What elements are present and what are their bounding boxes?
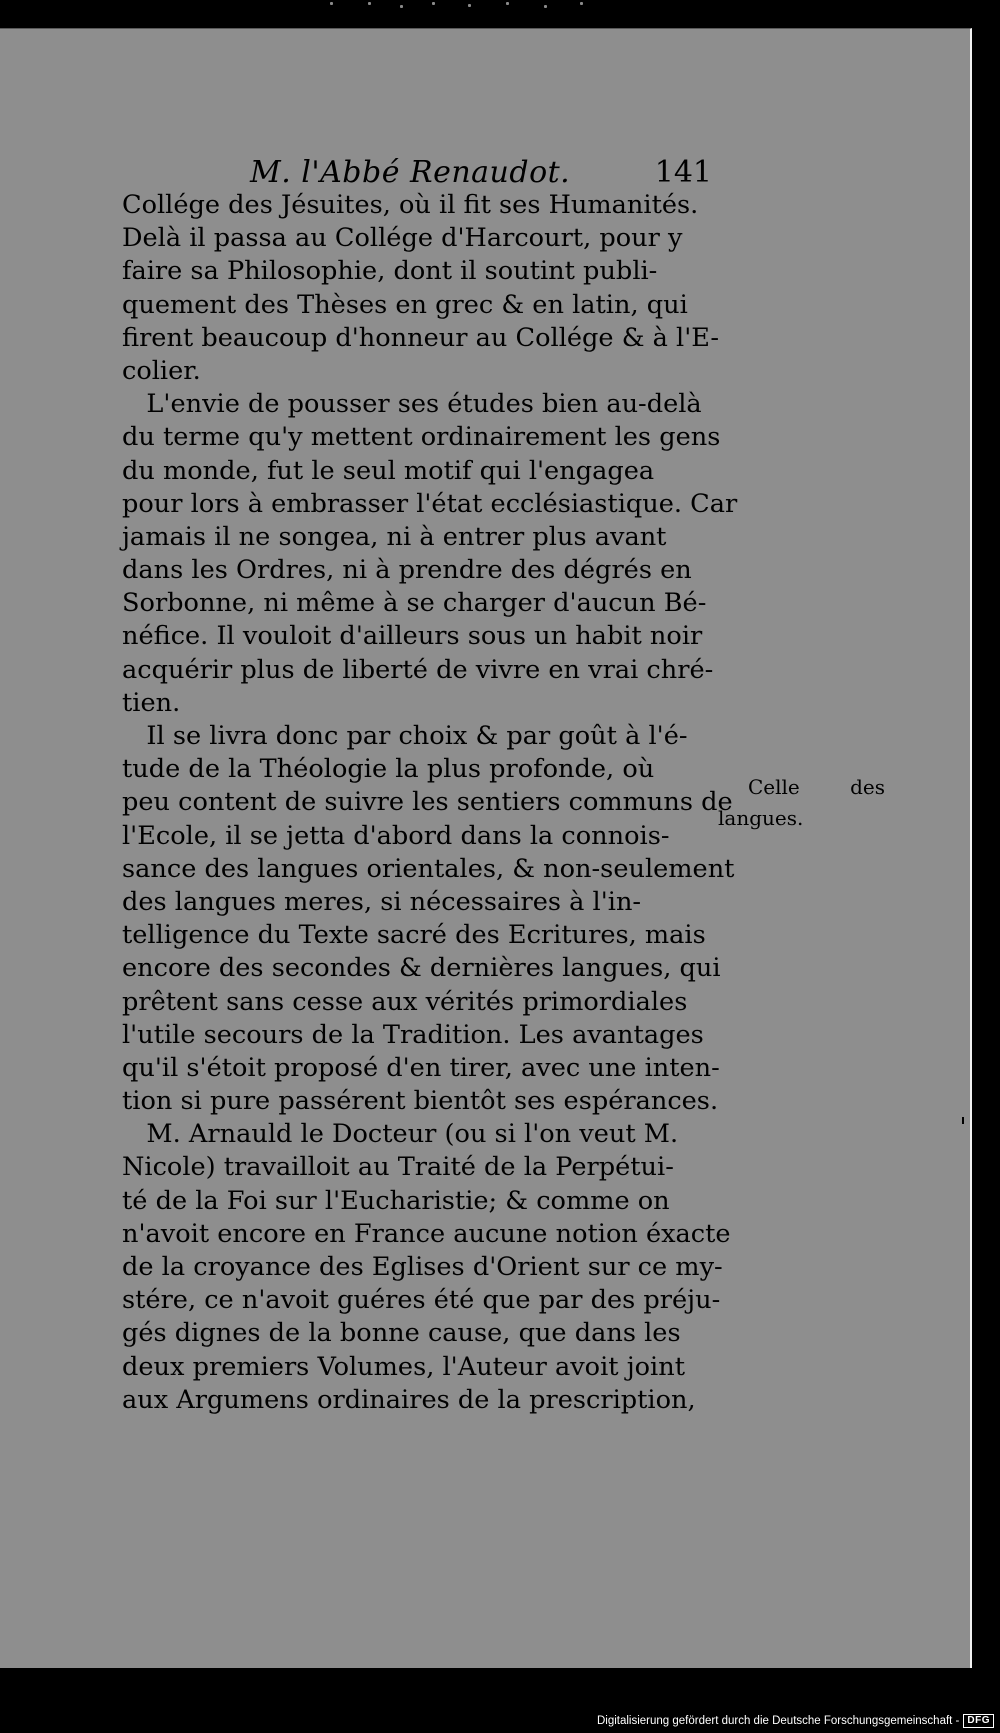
margin-note-line: langues. bbox=[718, 806, 804, 830]
book-page bbox=[0, 28, 972, 1668]
scan-edge-marks bbox=[330, 0, 590, 12]
text-line: de la croyance des Eglises d'Orient sur ce my- bbox=[122, 1252, 723, 1282]
text-line: quement des Thèses en grec & en latin, qui bbox=[122, 289, 688, 320]
text-line: l'Ecole, il se jetta d'abord dans la connois- bbox=[122, 820, 670, 851]
ink-speck bbox=[962, 1117, 964, 1124]
text-line: tion si pure passérent bientôt ses espérances. bbox=[122, 1086, 719, 1117]
text-line: qu'il s'étoit proposé d'en tirer, avec une inten- bbox=[122, 1052, 720, 1083]
text-line: Delà il passa au Collége d'Harcourt, pour y bbox=[122, 223, 683, 254]
text-line: M. Arnauld le Docteur (ou si l'on veut M. bbox=[122, 1119, 679, 1150]
text-line: pour lors à embrasser l'état ecclésiastique. Car bbox=[122, 488, 738, 519]
text-line: Collége des Jésuites, où il fit ses Humanités. bbox=[122, 190, 699, 220]
credit-text: Digitalisierung gefördert durch die Deutsche Forschungsgemeinschaft - bbox=[596, 1715, 960, 1727]
text-line: n'avoit encore en France aucune notion éxacte bbox=[122, 1218, 731, 1249]
text-line: firent beaucoup d'honneur au Collége & à l'E- bbox=[122, 322, 720, 353]
margin-note bbox=[718, 772, 886, 834]
text-line: encore des secondes & dernières langues, qui bbox=[122, 953, 721, 984]
text-line: acquérir plus de liberté de vivre en vrai chré- bbox=[122, 654, 714, 685]
text-line: néfice. Il vouloit d'ailleurs sous un habit noir bbox=[122, 621, 703, 652]
text-line: prêtent sans cesse aux vérités primordiales bbox=[122, 986, 688, 1017]
text-line: Il se livra donc par choix & par goût à l'é- bbox=[122, 721, 688, 751]
body-text bbox=[122, 189, 738, 1417]
text-line: colier. bbox=[122, 355, 201, 386]
text-line: tien. bbox=[122, 687, 181, 718]
text-line: Sorbonne, ni même à se charger d'aucun Bé- bbox=[122, 588, 707, 619]
text-line: du terme qu'y mettent ordinairement les gens bbox=[122, 422, 721, 453]
text-line: peu content de suivre les sentiers communs de bbox=[122, 787, 733, 818]
text-line: jamais il ne songea, ni à entrer plus avant bbox=[122, 521, 667, 552]
text-line: stére, ce n'avoit guéres été que par des préju- bbox=[122, 1285, 721, 1316]
text-line: des langues meres, si nécessaires à l'in- bbox=[122, 886, 642, 917]
text-line: faire sa Philosophie, dont il soutint publi- bbox=[122, 256, 658, 287]
text-line: Nicole) travailloit au Traité de la Perpétui- bbox=[122, 1152, 674, 1183]
text-line: té de la Foi sur l'Eucharistie; & comme on bbox=[122, 1185, 670, 1216]
text-line: telligence du Texte sacré des Ecritures, mais bbox=[122, 920, 706, 951]
digitization-credit bbox=[597, 1714, 994, 1728]
text-line: tude de la Théologie la plus profonde, où bbox=[122, 754, 655, 785]
page-number: 141 bbox=[654, 155, 712, 190]
text-line: L'envie de pousser ses études bien au-delà bbox=[122, 389, 702, 420]
text-line: deux premiers Volumes, l'Auteur avoit joint bbox=[122, 1351, 685, 1382]
text-line: sance des langues orientales, & non-seulement bbox=[122, 853, 735, 884]
text-line: du monde, fut le seul motif qui l'engagea bbox=[122, 455, 655, 486]
running-title: M. l'Abbé Renaudot. bbox=[250, 155, 571, 190]
text-line: dans les Ordres, ni à prendre des dégrés en bbox=[122, 555, 692, 586]
dfg-logo: DFG bbox=[963, 1714, 994, 1728]
margin-note-line: Celle des bbox=[748, 775, 886, 799]
text-line: gés dignes de la bonne cause, que dans les bbox=[122, 1318, 681, 1349]
text-line: aux Argumens ordinaires de la prescription, bbox=[122, 1384, 696, 1415]
text-line: l'utile secours de la Tradition. Les avantages bbox=[122, 1019, 704, 1050]
